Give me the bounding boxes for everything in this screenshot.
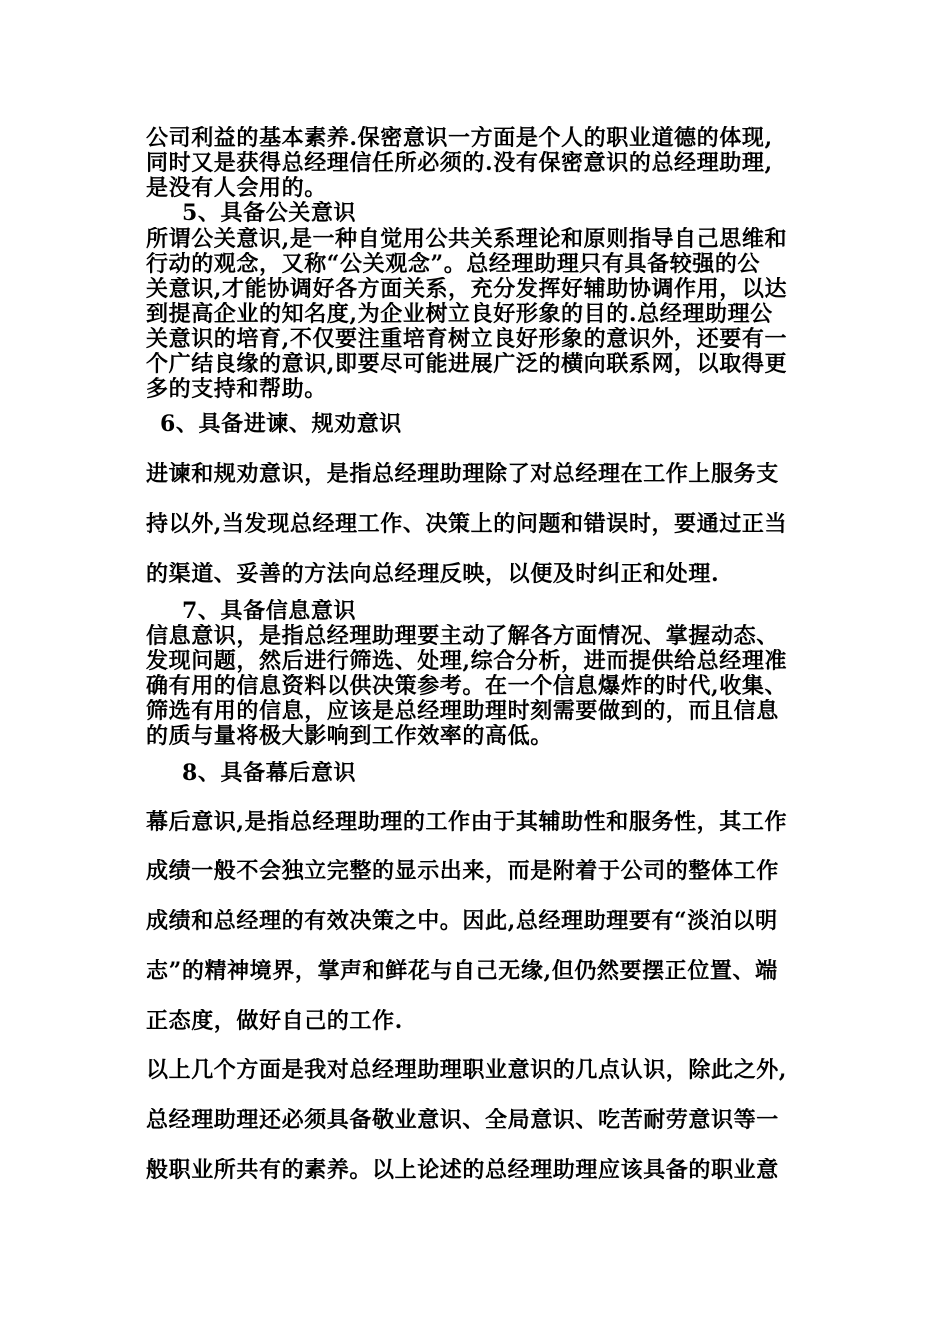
section-heading: 5、具备公关意识	[182, 201, 357, 226]
paragraph-line: 幕后意识,是指总经理助理的工作由于其辅助性和服务性，其工作	[146, 810, 788, 835]
paragraph-line: 多的支持和帮助。	[146, 377, 327, 402]
paragraph-line: 关意识,才能协调好各方面关系，充分发挥好辅助协调作用，以达	[146, 277, 788, 302]
paragraph-line: 是没有人会用的。	[146, 176, 327, 201]
paragraph-line: 的质与量将极大影响到工作效率的高低。	[146, 724, 553, 749]
paragraph-line: 以上几个方面是我对总经理助理职业意识的几点认识，除此之外,	[146, 1058, 788, 1083]
paragraph-line: 持以外,当发现总经理工作、决策上的问题和错误时，要通过正当	[146, 512, 788, 537]
paragraph-line: 信息意识，是指总经理助理要主动了解各方面情况、掌握动态、	[146, 624, 779, 649]
paragraph-line: 总经理助理还必须具备敬业意识、全局意识、吃苦耐劳意识等一	[146, 1108, 779, 1133]
paragraph-line: 到提高企业的知名度,为企业树立良好形象的目的.总经理助理公	[146, 302, 773, 327]
paragraph-line: 个广结良缘的意识,即要尽可能进展广泛的横向联系网，以取得更	[146, 352, 788, 377]
section-heading: 6、具备进谏、规劝意识	[160, 412, 402, 437]
paragraph-line: 确有用的信息资料以供决策参考。在一个信息爆炸的时代,收集、	[146, 674, 788, 699]
paragraph-line: 正态度，做好自己的工作.	[146, 1009, 403, 1034]
section-heading: 8、具备幕后意识	[182, 761, 357, 786]
paragraph-line: 行动的观念，又称“公关观念”。总经理助理只有具备较强的公	[146, 252, 761, 277]
paragraph-line: 关意识的培育,不仅要注重培育树立良好形象的意识外，还要有一	[146, 327, 788, 352]
paragraph-line: 同时又是获得总经理信任所必须的.没有保密意识的总经理助理,	[146, 151, 773, 176]
paragraph-line: 般职业所共有的素养。以上论述的总经理助理应该具备的职业意	[146, 1158, 779, 1183]
paragraph-line: 进谏和规劝意识，是指总经理助理除了对总经理在工作上服务支	[146, 462, 779, 487]
paragraph-line: 筛选有用的信息，应该是总经理助理时刻需要做到的，而且信息	[146, 699, 779, 724]
paragraph-line: 所谓公关意识,是一种自觉用公共关系理论和原则指导自己思维和	[146, 227, 788, 252]
paragraph-line: 成绩一般不会独立完整的显示出来，而是附着于公司的整体工作	[146, 859, 779, 884]
paragraph-line: 的渠道、妥善的方法向总经理反映，以便及时纠正和处理.	[146, 562, 720, 587]
paragraph-line: 志”的精神境界，掌声和鲜花与自己无缘,但仍然要摆正位置、端	[146, 959, 778, 984]
section-heading: 7、具备信息意识	[182, 599, 357, 624]
paragraph-line: 成绩和总经理的有效决策之中。因此,总经理助理要有“淡泊以明	[146, 909, 778, 934]
paragraph-line: 公司利益的基本素养.保密意识一方面是个人的职业道德的体现,	[146, 126, 773, 151]
paragraph-line: 发现问题，然后进行筛选、处理,综合分析，进而提供给总经理准	[146, 649, 788, 674]
